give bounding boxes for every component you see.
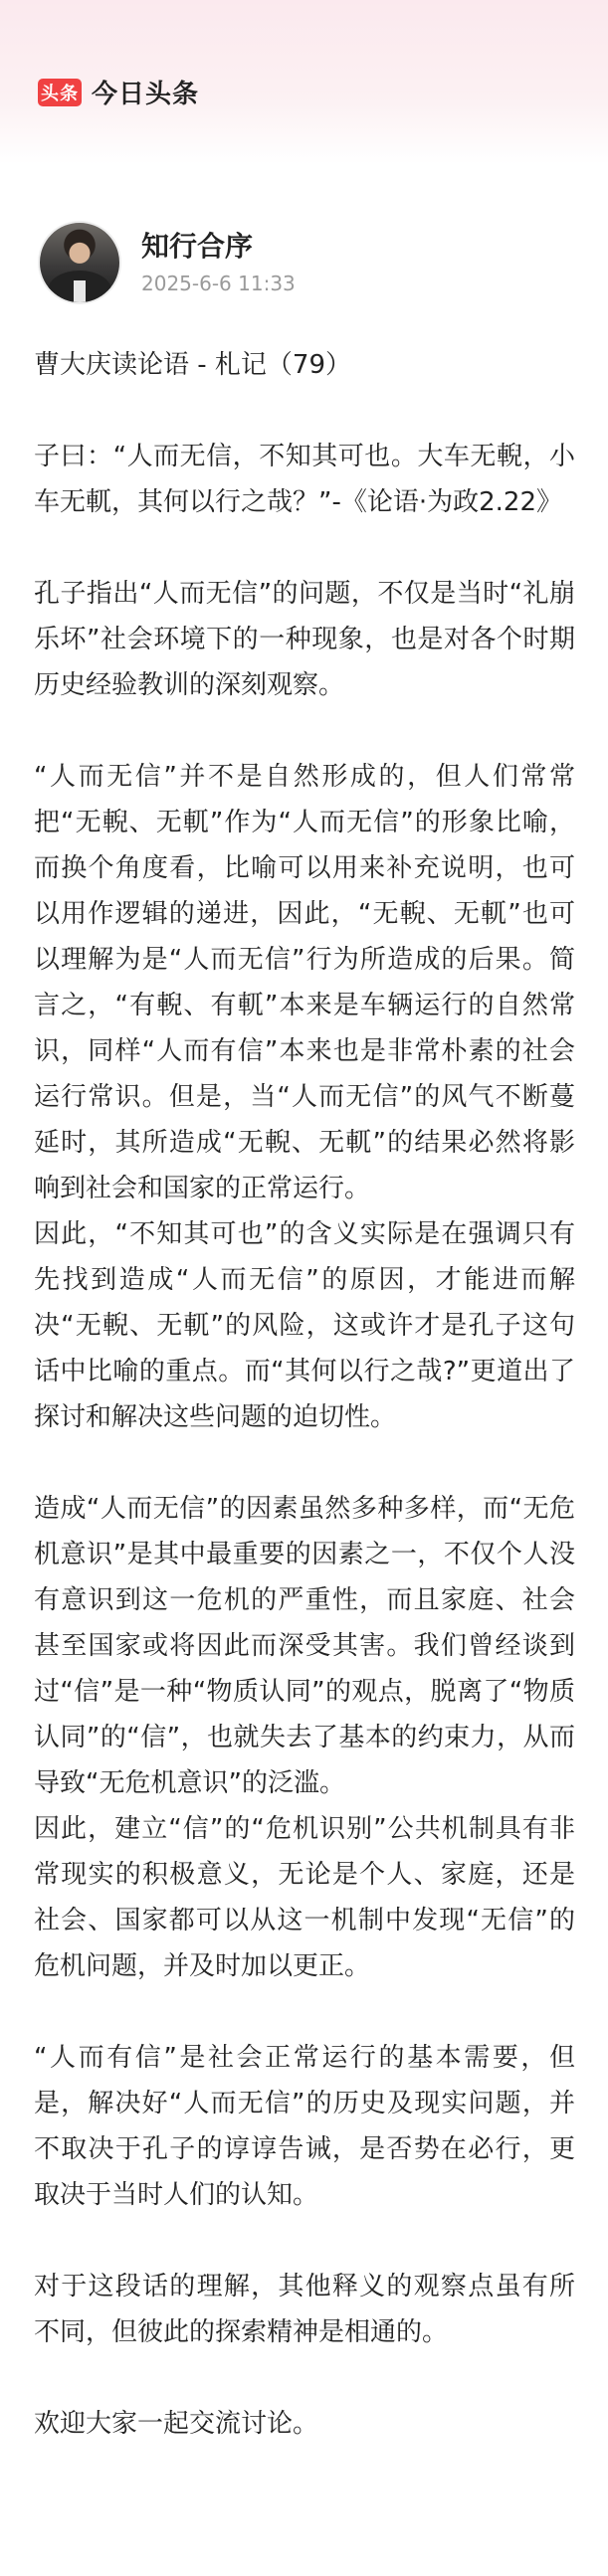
article-paragraph: “人而有信”是社会正常运行的基本需要，但是，解决好“人而无信”的历史及现实问题，并不取决于孔子的谆谆告诫，是否势在必行，更取决于当时人们的认知。	[34, 2043, 575, 2210]
brand-badge: 头条	[38, 79, 82, 106]
article-paragraph: 因此，建立“信”的“危机识别”公共机制具有非常现实的积极意义，无论是个人、家庭，还是社会、国家都可以从这一机制中发现“无信”的危机问题，并及时加以更正。	[34, 1814, 575, 1981]
article-body	[34, 342, 575, 2492]
article-title: 曹大庆读论语 - 札记（79）	[34, 350, 351, 380]
author-block	[38, 221, 296, 304]
avatar-shirt	[74, 280, 86, 302]
author-name[interactable]: 知行合序	[141, 230, 254, 263]
article-paragraph: 孔子指出“人而无信”的问题，不仅是当时“礼崩乐坏”社会环境下的一种现象，也是对各个时期历史经验教训的深刻观察。	[34, 579, 575, 700]
brand-name: 今日头条	[92, 80, 200, 109]
article-paragraph: 子曰：“人而无信，不知其可也。大车无輗，小车无軏，其何以行之哉？”-《论语·为政2.22》	[34, 442, 575, 517]
article-paragraph: 因此，“不知其可也”的含义实际是在强调只有先找到造成“人而无信”的原因，才能进而解决“无輗、无軏”的风险，这或许才是孔子这句话中比喻的重点。而“其何以行之哉?”更道出了探讨和解决这些问题的迫切性。	[34, 1219, 575, 1432]
publish-time: 2025-6-6 11:33	[141, 272, 296, 295]
article-paragraph: “人而无信”并不是自然形成的，但人们常常把“无輗、无軏”作为“人而无信”的形象比喻，而换个角度看，比喻可以用来补充说明，也可以用作逻辑的递进，因此，“无輗、无軏”也可以理解为是“人而无信”行为所造成的后果。简言之，“有輗、有軏”本来是车辆运行的自然常识，同样“人而有信”本来也是非常朴素的社会运行常识。但是，当“人而无信”的风气不断蔓延时，其所造成“无輗、无軏”的结果必然将影响到社会和国家的正常运行。	[34, 762, 575, 1203]
app-header	[0, 0, 608, 164]
author-meta	[141, 229, 296, 296]
article-closing: 欢迎大家一起交流讨论。	[34, 2409, 319, 2439]
brand-logo[interactable]	[38, 74, 199, 110]
article-paragraph: 造成“人而无信”的因素虽然多种多样，而“无危机意识”是其中最重要的因素之一，不仅个人没有意识到这一危机的严重性，而且家庭、社会甚至国家或将因此而深受其害。我们曾经谈到过“信”是一种“物质认同”的观点，脱离了“物质认同”的“信”，也就失去了基本的约束力，从而导致“无危机意识”的泛滥。	[34, 1494, 575, 1798]
author-avatar[interactable]	[38, 221, 121, 304]
article-paragraph: 对于这段话的理解，其他释义的观察点虽有所不同，但彼此的探索精神是相通的。	[34, 2272, 575, 2347]
